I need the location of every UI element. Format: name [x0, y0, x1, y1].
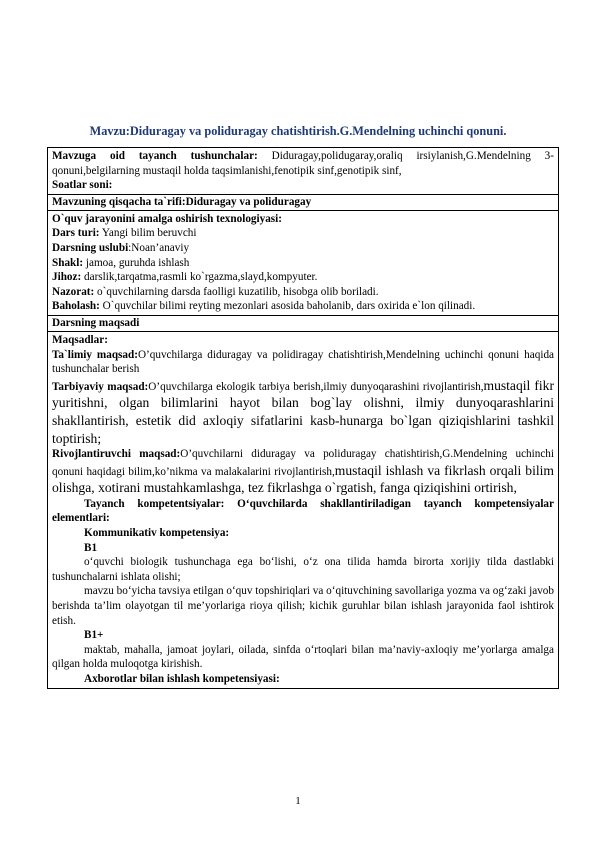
lesson-style-value: :Noan’anaviy: [128, 241, 190, 254]
lesson-plan-table: [47, 147, 559, 689]
educational-goal-label: Ta`limiy maqsad:: [52, 348, 138, 361]
page-title: Mavzu:Diduragay va poliduragay chatishtirish.G.Mendelning uchinchi qonuni.: [89, 124, 507, 138]
technologies-heading: O`quv jarayonini amalga oshirish texnologiyasi:: [52, 212, 282, 225]
communicative-competence: Kommunikativ kompetensiya:: [84, 527, 230, 540]
developmental-goal-label: Rivojlantiruvchi maqsad:: [52, 448, 181, 461]
goals-heading: Maqsadlar:: [52, 333, 108, 346]
lesson-style-label: Darsning uslubi: [52, 241, 129, 254]
control-label: Nazorat:: [52, 285, 95, 298]
key-concepts-row: [48, 148, 558, 194]
technologies-row: [48, 210, 558, 315]
key-concepts-text: Diduragay,polidugaray,oraliq irsiylanish,G.Mendelning 3-qonuni,belgilarning mustaqil holda taqsimlanishi,fenotipik sinf,genotipik sinf,: [52, 150, 555, 177]
b1-paragraph-2: mavzu bo‘yicha tavsiya etilgan o‘quv topshiriqlari va o‘qituvchining savollariga yozma va og‘zaki javob berishda ta’lim olayotgan til me’yorlariga rioya qilish; kichik guruhlar bilan ishlash jarayonida faol ishtirok etish.: [52, 585, 554, 627]
goals-row: [48, 331, 558, 688]
level-b1-plus: B1+: [84, 629, 104, 642]
page-number: 1: [295, 795, 301, 807]
upbringing-goal-label: Tarbiyaviy maqsad:: [52, 380, 149, 393]
summary-header: Mavzuning qisqacha ta`rifi:Diduragay va poliduragay: [52, 195, 312, 208]
control-value: o`quvchilarning darsda faolligi kuzatilib, hisobga olib boriladi.: [94, 285, 379, 298]
educational-goal-text: O’quvchilarga diduragay va polidiragay chatishtirish,Mendelning uchinchi qonuni haqida tushunchalar berish: [52, 348, 554, 376]
equipment-label: Jihoz:: [52, 271, 82, 284]
lesson-type-value: Yangi bilim beruvchi: [99, 227, 197, 240]
upbringing-goal-text-large: mustaqil fikr yuritishni, olgan bilimlarini hayot bilan bog`lay olishni, ilmiy dunyoqarashlarini shakllantirish, estetik did axloqiy sifatlarini kasb-hunarga bo`lgan qiziqishlarini tashkil toptirish;: [52, 377, 554, 446]
developmental-goal-text: O’quvchilarni diduragay va poliduragay chatishtirish,G.Mendelning uchinchi qonuni haqidagi bilim,ko’nikma va malakalarini rivojlantirish,: [52, 448, 554, 478]
level-b1: B1: [84, 541, 98, 554]
lesson-type-label: Dars turi:: [52, 227, 100, 240]
form-value: jamoa, guruhda ishlash: [83, 256, 190, 269]
form-label: Shakl:: [52, 256, 84, 269]
b1-plus-paragraph: maktab, mahalla, jamoat joylari, oilada, sinfda o‘rtoqlari bilan ma’naviy-axloqiy me’yorlarga amalga qilgan holda muloqotga kirishish.: [52, 643, 554, 671]
competencies-heading: Tayanch kompetentsiyalar: O‘quvchilarda shakllantiriladigan tayanch kompetensiyalar elementlari:: [52, 497, 554, 525]
b1-paragraph-1: o‘quvchi biologik tushunchaga ega bo‘lishi, o‘z ona tilida hamda birorta xorijiy tilda dastlabki tushunchalarni ishlata olishi;: [52, 556, 554, 583]
information-competence: Axborotlar bilan ishlash kompetensiyasi:: [84, 673, 280, 685]
goal-header: Darsning maqsadi: [52, 316, 140, 329]
equipment-value: darslik,tarqatma,rasmli ko`rgazma,slayd,kompyuter.: [81, 271, 318, 284]
hours-label: Soatlar soni:: [52, 179, 113, 192]
summary-header-row: [48, 194, 558, 210]
developmental-goal-text-large: mustaqil ishlash va fikrlash orqali bilim olishga, xotirani mustahkamlashga, tez fikrlashga o`rgatish, fanga qiziqishini ortirish,: [52, 462, 554, 496]
goal-header-row: [48, 315, 558, 331]
upbringing-goal-text: O’quvchilarga ekologik tarbiya berish,ilmiy dunyoqarashini rivojlantirish,: [148, 380, 484, 393]
assessment-value: O`quvchilar bilimi reyting mezonlari asosida baholanib, dars oxirida e`lon qilinadi.: [99, 300, 476, 313]
assessment-label: Baholash:: [52, 300, 100, 313]
key-concepts-label: Mavzuga oid tayanch tushunchalar:: [52, 150, 258, 162]
